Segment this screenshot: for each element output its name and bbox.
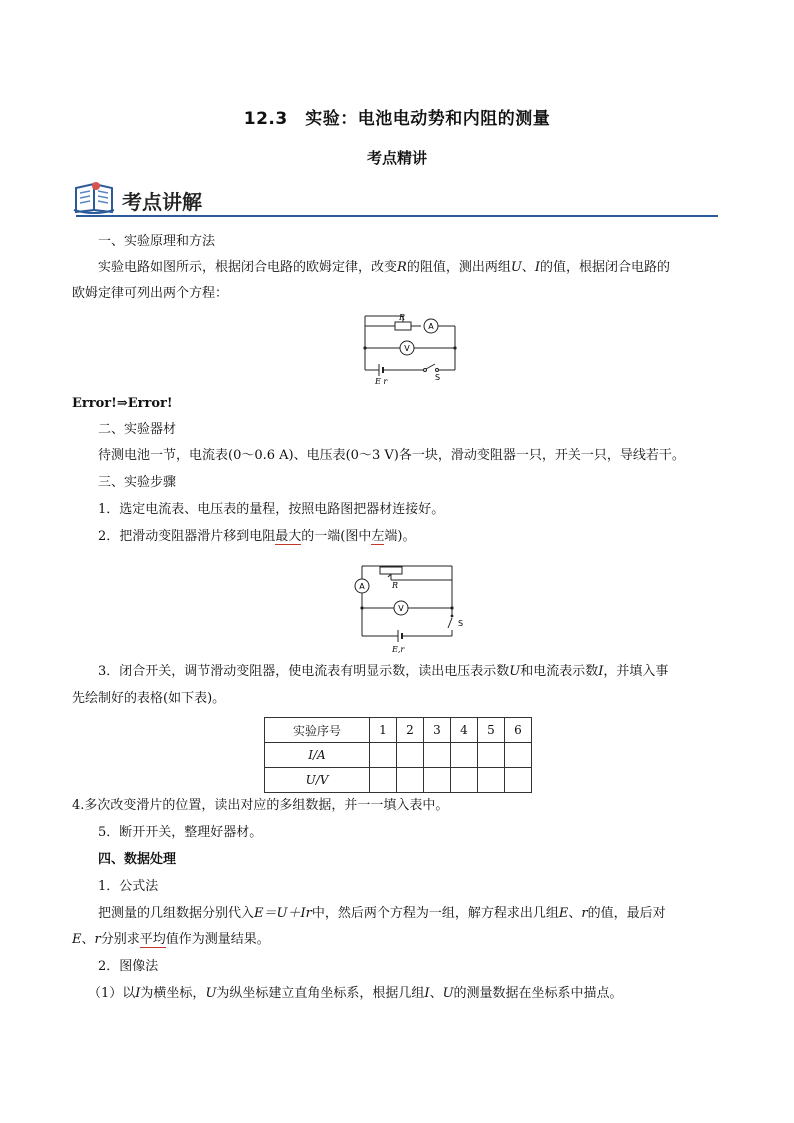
section-heading-4: 四、数据处理 (98, 852, 177, 867)
table-cell (451, 768, 478, 793)
circuit-diagram-2 (350, 556, 474, 656)
page-title: 12.3 实验：电池电动势和内阻的测量 (243, 109, 551, 129)
battery-label: E,r (392, 645, 405, 654)
table-col-header: 6 (505, 718, 532, 743)
table-cell (478, 743, 505, 768)
table-cell (370, 743, 397, 768)
resistor-label: R (392, 581, 399, 590)
table-cell (424, 743, 451, 768)
battery-label: E r (375, 377, 388, 386)
resistor-label: R (399, 313, 406, 322)
table-cell (370, 768, 397, 793)
switch-label: S (458, 619, 464, 628)
method-2-heading: 2．图像法 (98, 959, 159, 974)
step-4: 4.多次改变滑片的位置，读出对应的多组数据，并一一填入表中。 (72, 798, 449, 813)
table-col-header: 3 (424, 718, 451, 743)
switch-label: S (435, 373, 441, 382)
table-cell (397, 768, 424, 793)
table-col-header: 1 (370, 718, 397, 743)
table-row (265, 718, 532, 743)
table-col-header: 5 (478, 718, 505, 743)
section-banner: 考点讲解 (122, 190, 202, 214)
method-1-line-2: E、r分别求平均值作为测量结果。 (72, 932, 270, 947)
table-col-header: 4 (451, 718, 478, 743)
error-line: Error!⇒Error! (72, 396, 173, 411)
table-row-label-current: I/A (265, 743, 370, 768)
voltmeter-icon: V (404, 344, 410, 353)
data-table (264, 717, 532, 793)
table-cell (424, 768, 451, 793)
ammeter-icon: A (428, 322, 434, 331)
method-1-line-1: 把测量的几组数据分别代入E＝U＋Ir中，然后两个方程为一组，解方程求出几组E、r的值，最后对 (98, 906, 666, 921)
paragraph-1-line-2: 欧姆定律可列出两个方程： (72, 286, 229, 301)
paragraph-1-line-1: 实验电路如图所示，根据闭合电路的欧姆定律，改变R的阻值，测出两组U、I的值，根据闭合电路的 (98, 260, 670, 275)
method-1-heading: 1．公式法 (98, 879, 159, 894)
page-subtitle: 考点精讲 (366, 149, 427, 167)
table-header-label: 实验序号 (265, 718, 370, 743)
step-1: 1．选定电流表、电压表的量程，按照电路图把器材连接好。 (98, 502, 445, 517)
book-icon (72, 180, 118, 214)
table-cell (451, 743, 478, 768)
table-cell (505, 768, 532, 793)
step-3-line-1: 3．闭合开关，调节滑动变阻器，使电流表有明显示数，读出电压表示数U和电流表示数I，并填入事 (98, 664, 669, 679)
method-2-line-1: （1）以I为横坐标，U为纵坐标建立直角坐标系，根据几组I、U的测量数据在坐标系中描点。 (88, 986, 623, 1001)
section-heading-2: 二、实验器材 (98, 422, 177, 437)
table-cell (505, 743, 532, 768)
table-cell (397, 743, 424, 768)
step-2: 2．把滑动变阻器滑片移到电阻最大的一端(图中左端)。 (98, 529, 416, 544)
section-heading-1: 一、实验原理和方法 (98, 234, 216, 249)
section-heading-3: 三、实验步骤 (98, 475, 177, 490)
step-5: 5．断开开关，整理好器材。 (98, 825, 263, 840)
circuit-diagram-1 (355, 308, 465, 386)
table-row (265, 743, 532, 768)
table-col-header: 2 (397, 718, 424, 743)
ammeter-icon: A (359, 582, 365, 591)
equipment-text: 待测电池一节，电流表(0～0.6 A)、电压表(0～3 V)各一块，滑动变阻器一只，开关一只，导线若干。 (98, 448, 685, 463)
table-row (265, 768, 532, 793)
voltmeter-icon: V (398, 604, 404, 613)
table-row-label-voltage: U/V (265, 768, 370, 793)
banner-rule (76, 215, 718, 217)
table-cell (478, 768, 505, 793)
step-3-line-2: 先绘制好的表格(如下表)。 (72, 691, 226, 706)
